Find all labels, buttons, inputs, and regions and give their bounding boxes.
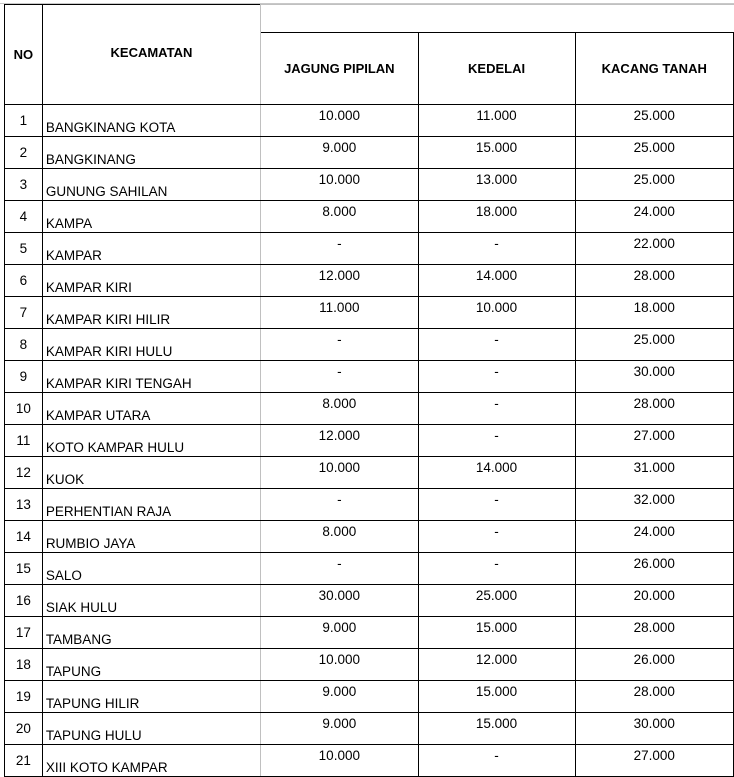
table-row bbox=[5, 169, 734, 201]
cell-no[interactable]: 19 bbox=[5, 681, 43, 713]
cell-kacang-tanah[interactable]: 18.000 bbox=[575, 297, 733, 329]
cell-jagung-pipilan[interactable]: 8.000 bbox=[261, 201, 419, 233]
cell-no[interactable]: 17 bbox=[5, 617, 43, 649]
table-row bbox=[5, 585, 734, 617]
cell-no[interactable]: 8 bbox=[5, 329, 43, 361]
cell-jagung-pipilan[interactable]: 9.000 bbox=[261, 137, 419, 169]
header-kacang-tanah: KACANG TANAH bbox=[575, 33, 733, 105]
cell-jagung-pipilan[interactable]: 9.000 bbox=[261, 681, 419, 713]
cell-kacang-tanah[interactable]: 30.000 bbox=[575, 361, 733, 393]
table-row bbox=[5, 649, 734, 681]
cell-kecamatan[interactable]: KAMPAR KIRI HILIR bbox=[42, 297, 260, 329]
table-row bbox=[5, 617, 734, 649]
cell-kecamatan[interactable]: KAMPAR KIRI HULU bbox=[42, 329, 260, 361]
table-row bbox=[5, 233, 734, 265]
cell-kecamatan[interactable]: KAMPAR bbox=[42, 233, 260, 265]
cell-kecamatan[interactable]: SALO bbox=[42, 553, 260, 585]
cell-kacang-tanah[interactable]: 30.000 bbox=[575, 713, 733, 745]
table-row bbox=[5, 265, 734, 297]
cell-kacang-tanah[interactable]: 28.000 bbox=[575, 617, 733, 649]
cell-kecamatan[interactable]: KAMPA bbox=[42, 201, 260, 233]
table-row bbox=[5, 105, 734, 137]
cell-kacang-tanah[interactable]: 25.000 bbox=[575, 137, 733, 169]
cell-kacang-tanah[interactable]: 31.000 bbox=[575, 457, 733, 489]
cell-kedelai[interactable]: 10.000 bbox=[418, 297, 575, 329]
cell-no[interactable]: 5 bbox=[5, 233, 43, 265]
cell-kecamatan[interactable]: XIII KOTO KAMPAR bbox=[42, 745, 260, 777]
cell-kedelai[interactable]: - bbox=[418, 393, 575, 425]
cell-kedelai[interactable]: 15.000 bbox=[418, 713, 575, 745]
cell-no[interactable]: 10 bbox=[5, 393, 43, 425]
cell-kecamatan[interactable]: KAMPAR UTARA bbox=[42, 393, 260, 425]
cell-kacang-tanah[interactable]: 25.000 bbox=[575, 329, 733, 361]
cell-kacang-tanah[interactable]: 28.000 bbox=[575, 265, 733, 297]
cell-kedelai[interactable]: - bbox=[418, 745, 575, 777]
cell-jagung-pipilan[interactable]: 8.000 bbox=[261, 521, 419, 553]
table-row bbox=[5, 745, 734, 777]
cell-no[interactable]: 16 bbox=[5, 585, 43, 617]
table-body bbox=[5, 105, 734, 777]
cell-kedelai[interactable]: 14.000 bbox=[418, 265, 575, 297]
cell-kedelai[interactable]: 18.000 bbox=[418, 201, 575, 233]
header-kecamatan: KECAMATAN bbox=[42, 5, 260, 105]
cell-jagung-pipilan[interactable]: 11.000 bbox=[261, 297, 419, 329]
table-row bbox=[5, 553, 734, 585]
cell-kecamatan[interactable]: GUNUNG SAHILAN bbox=[42, 169, 260, 201]
cell-kacang-tanah[interactable]: 25.000 bbox=[575, 105, 733, 137]
cell-kecamatan[interactable]: BANGKINANG bbox=[42, 137, 260, 169]
cell-no[interactable]: 9 bbox=[5, 361, 43, 393]
cell-kacang-tanah[interactable]: 28.000 bbox=[575, 681, 733, 713]
cell-kecamatan[interactable]: KAMPAR KIRI TENGAH bbox=[42, 361, 260, 393]
header-group-blank bbox=[261, 5, 734, 33]
cell-no[interactable]: 11 bbox=[5, 425, 43, 457]
cell-no[interactable]: 2 bbox=[5, 137, 43, 169]
cell-kecamatan[interactable]: RUMBIO JAYA bbox=[42, 521, 260, 553]
cell-jagung-pipilan[interactable]: 10.000 bbox=[261, 169, 419, 201]
cell-kacang-tanah[interactable]: 24.000 bbox=[575, 521, 733, 553]
cell-no[interactable]: 18 bbox=[5, 649, 43, 681]
cell-no[interactable]: 3 bbox=[5, 169, 43, 201]
cell-kacang-tanah[interactable]: 22.000 bbox=[575, 233, 733, 265]
cell-jagung-pipilan[interactable]: 10.000 bbox=[261, 105, 419, 137]
cell-no[interactable]: 15 bbox=[5, 553, 43, 585]
cell-jagung-pipilan[interactable]: 9.000 bbox=[261, 713, 419, 745]
cell-kedelai[interactable]: 25.000 bbox=[418, 585, 575, 617]
cell-kecamatan[interactable]: KAMPAR KIRI bbox=[42, 265, 260, 297]
cell-kedelai[interactable]: - bbox=[418, 329, 575, 361]
cell-kedelai[interactable]: 11.000 bbox=[418, 105, 575, 137]
cell-kacang-tanah[interactable]: 20.000 bbox=[575, 585, 733, 617]
cell-kedelai[interactable]: 15.000 bbox=[418, 617, 575, 649]
table-row bbox=[5, 425, 734, 457]
cell-kacang-tanah[interactable]: 26.000 bbox=[575, 553, 733, 585]
cell-jagung-pipilan[interactable]: - bbox=[261, 361, 419, 393]
cell-kacang-tanah[interactable]: 24.000 bbox=[575, 201, 733, 233]
cell-kedelai[interactable]: 15.000 bbox=[418, 681, 575, 713]
cell-no[interactable]: 21 bbox=[5, 745, 43, 777]
cell-jagung-pipilan[interactable]: 30.000 bbox=[261, 585, 419, 617]
cell-kecamatan[interactable]: TAMBANG bbox=[42, 617, 260, 649]
cell-kecamatan[interactable]: TAPUNG bbox=[42, 649, 260, 681]
header-row bbox=[5, 5, 734, 33]
cell-jagung-pipilan[interactable]: 8.000 bbox=[261, 393, 419, 425]
cell-kacang-tanah[interactable]: 32.000 bbox=[575, 489, 733, 521]
cell-jagung-pipilan[interactable]: 9.000 bbox=[261, 617, 419, 649]
cell-no[interactable]: 1 bbox=[5, 105, 43, 137]
cell-kedelai[interactable]: - bbox=[418, 489, 575, 521]
cell-kedelai[interactable]: 13.000 bbox=[418, 169, 575, 201]
cell-kecamatan[interactable]: KOTO KAMPAR HULU bbox=[42, 425, 260, 457]
cell-kacang-tanah[interactable]: 27.000 bbox=[575, 745, 733, 777]
cell-kecamatan[interactable]: PERHENTIAN RAJA bbox=[42, 489, 260, 521]
table-row bbox=[5, 681, 734, 713]
cell-kedelai[interactable]: - bbox=[418, 425, 575, 457]
cell-jagung-pipilan[interactable]: 12.000 bbox=[261, 425, 419, 457]
cell-no[interactable]: 7 bbox=[5, 297, 43, 329]
header-jagung-pipilan: JAGUNG PIPILAN bbox=[261, 33, 419, 105]
table-row bbox=[5, 393, 734, 425]
cell-kedelai[interactable]: 14.000 bbox=[418, 457, 575, 489]
data-table bbox=[4, 4, 734, 777]
cell-kecamatan[interactable]: TAPUNG HILIR bbox=[42, 681, 260, 713]
table-row bbox=[5, 361, 734, 393]
cell-jagung-pipilan[interactable]: - bbox=[261, 233, 419, 265]
table-row bbox=[5, 329, 734, 361]
cell-no[interactable]: 13 bbox=[5, 489, 43, 521]
table-row bbox=[5, 137, 734, 169]
cell-kedelai[interactable]: 12.000 bbox=[418, 649, 575, 681]
cell-kedelai[interactable]: - bbox=[418, 233, 575, 265]
cell-kedelai[interactable]: - bbox=[418, 361, 575, 393]
table-row bbox=[5, 201, 734, 233]
table-row bbox=[5, 521, 734, 553]
cell-no[interactable]: 20 bbox=[5, 713, 43, 745]
cell-kedelai[interactable]: 15.000 bbox=[418, 137, 575, 169]
cell-jagung-pipilan[interactable]: - bbox=[261, 553, 419, 585]
table-row bbox=[5, 489, 734, 521]
table-row bbox=[5, 297, 734, 329]
cell-kecamatan[interactable]: TAPUNG HULU bbox=[42, 713, 260, 745]
cell-no[interactable]: 14 bbox=[5, 521, 43, 553]
cell-jagung-pipilan[interactable]: 10.000 bbox=[261, 457, 419, 489]
cell-jagung-pipilan[interactable]: 10.000 bbox=[261, 745, 419, 777]
cell-kacang-tanah[interactable]: 25.000 bbox=[575, 169, 733, 201]
cell-jagung-pipilan[interactable]: 12.000 bbox=[261, 265, 419, 297]
table-row bbox=[5, 713, 734, 745]
cell-kecamatan[interactable]: KUOK bbox=[42, 457, 260, 489]
cell-kecamatan[interactable]: BANGKINANG KOTA bbox=[42, 105, 260, 137]
cell-no[interactable]: 6 bbox=[5, 265, 43, 297]
header-kedelai: KEDELAI bbox=[418, 33, 575, 105]
cell-kacang-tanah[interactable]: 28.000 bbox=[575, 393, 733, 425]
cell-kedelai[interactable]: - bbox=[418, 553, 575, 585]
table-row bbox=[5, 457, 734, 489]
cell-kacang-tanah[interactable]: 27.000 bbox=[575, 425, 733, 457]
cell-kedelai[interactable]: - bbox=[418, 521, 575, 553]
cell-no[interactable]: 12 bbox=[5, 457, 43, 489]
cell-jagung-pipilan[interactable]: - bbox=[261, 489, 419, 521]
cell-jagung-pipilan[interactable]: - bbox=[261, 329, 419, 361]
cell-jagung-pipilan[interactable]: 10.000 bbox=[261, 649, 419, 681]
cell-kecamatan[interactable]: SIAK HULU bbox=[42, 585, 260, 617]
header-no: NO bbox=[5, 5, 43, 105]
cell-no[interactable]: 4 bbox=[5, 201, 43, 233]
cell-kacang-tanah[interactable]: 26.000 bbox=[575, 649, 733, 681]
